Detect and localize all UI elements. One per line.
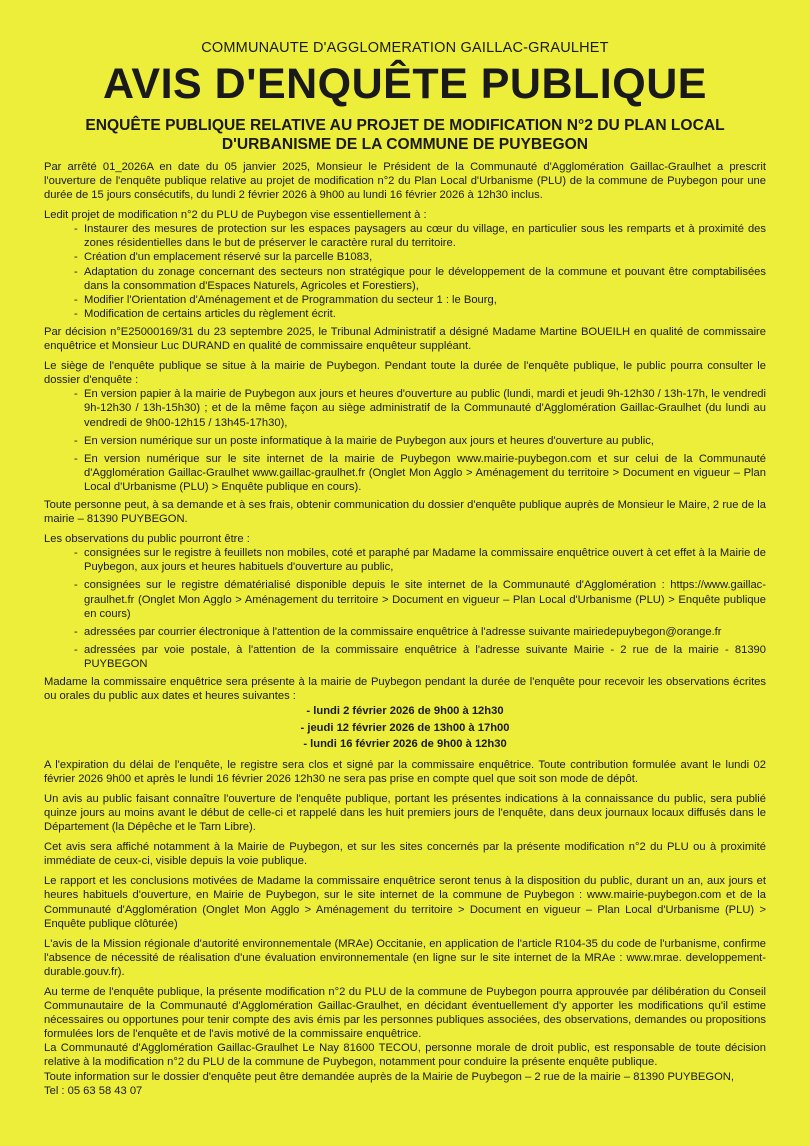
report-paragraph: Le rapport et les conclusions motivées de Madame la commissaire enquêtrice seront tenus à la disposition du public, durant un an, aux jours et heures habituels d'ouverture, en Mairie de Puybegon, sur le site internet de la commune de Puybegon : www.mairie-puybegon.com et de la Communauté d'Agglomération (Onglet Mon Agglo > Aménagement du territoire > Document en vigueur – Plan Local d'Urbanisme (PLU) > Enquête publique clôturée) (44, 875, 766, 930)
list-item: - En version numérique sur le site internet de la mairie de Puybegon www.mairie-puybegon.com et sur celui de la Communauté d'Agglomération Gaillac-Graulhet www.gaillac-graulhet.fr (Onglet Mon Agglo > Aménagement du territoire > Document en vigueur – Plan Local d'Urbanisme (PLU) > Enquête publique en cours). (84, 452, 766, 494)
permanence-dates (44, 703, 766, 753)
subtitle-line-2: D'URBANISME DE LA COMMUNE DE PUYBEGON (221, 135, 589, 153)
list-item: - Modifier l'Orientation d'Aménagement et de Programmation du secteur 1 : le Bourg, (84, 293, 766, 307)
consultation-list (44, 387, 766, 494)
list-item: - En version papier à la mairie de Puybegon aux jours et heures d'ouverture au public (lundi, mardi et jeudi 9h-12h30 / 13h-17h, le vendredi 9h-12h30 / 13h-15h30) ; et de la même façon au siège administratif de la Communauté d'Agglomération Gaillac-Graulhet (du lundi au vendredi de 9h00-12h15 / 13h45-17h30), (84, 387, 766, 429)
responsible-paragraph: La Communauté d'Agglomération Gaillac-Graulhet Le Nay 81600 TECOU, personne morale de droit public, est responsable de toute décision relative à la modification n°2 du PLU de la commune de Puybegon, notamment pour conduire la présente enquête publique. (44, 1042, 766, 1069)
dossier-lead: Le siège de l'enquête publique se situe à la mairie de Puybegon. Pendant toute la durée de l'enquête publique, le public pourra consulter le dossier d'enquête : (44, 360, 766, 387)
permanence-date: - lundi 2 février 2026 de 9h00 à 12h30 (306, 705, 504, 718)
notice-title: AVIS D'ENQUÊTE PUBLIQUE (103, 60, 707, 108)
objectives-list (44, 222, 766, 321)
telephone: Tel : 05 63 58 43 07 (44, 1084, 143, 1097)
mrae-paragraph: L'avis de la Mission régionale d'autorité environnementale (MRAe) Occitanie, en application de l'article R104-35 du code de l'urbanisme, confirme l'absence de nécessité de réalisation d'une évaluation environnementale (en ligne sur le site internet de la MRAe : www.mrae. developpement-durable.gouv.fr). (44, 937, 766, 978)
notice-subtitle (44, 117, 766, 154)
organisation-header: COMMUNAUTE D'AGGLOMERATION GAILLAC-GRAULHET (201, 40, 609, 56)
observations-lead: Les observations du public pourront être : (44, 533, 250, 546)
objectives-lead: Ledit projet de modification n°2 du PLU de Puybegon vise essentiellement à : (44, 209, 427, 222)
observations-list (44, 546, 766, 671)
list-item: - adressées par courrier électronique à l'attention de la commissaire enquêtrice à l'adresse suivante mairiedepuybegon@orange.fr (84, 625, 766, 639)
list-item: - consignées sur le registre à feuillets non mobiles, coté et paraphé par Madame la commissaire enquêtrice ouvert à cet effet à la Mairie de Puybegon, aux jours et heures habituels d'ouverture au public, (84, 546, 766, 574)
list-item: - En version numérique sur un poste informatique à la mairie de Puybegon aux jours et heures d'ouverture au public, (84, 434, 766, 448)
approval-paragraph: Au terme de l'enquête publique, la présente modification n°2 du PLU de la commune de Puybegon pourra approuvée par délibération du Conseil Communautaire de la Communauté d'Agglomération Gaillac-Graulhet, en décidant éventuellement d'y apporter les modifications qu'il estime nécessaires ou opportunes pour tenir compte des avis émis par les personnes publiques associées, des observations, demandes ou propositions formulées lors de l'enquête et de l'avis motivé de la commissaire enquêtrice. (44, 986, 766, 1041)
list-item: - Instaurer des mesures de protection sur les espaces paysagers au cœur du village, en particulier sous les remparts et à proximité des zones résidentielles dans le but de préserver le caractère rural du territoire. (84, 222, 766, 250)
list-item: - Adaptation du zonage concernant des secteurs non stratégique pour le développement de la commune et pouvant être comptabilisées dans la consommation d'Espaces Naturels, Agricoles et Forestiers), (84, 265, 766, 293)
list-item: - consignées sur le registre dématérialisé disponible depuis le site internet de la Communauté d'Agglomération : https://www.gaillac-graulhet.fr (Onglet Mon Agglo > Aménagement du territoire > Document en vigueur – Plan Local d'Urbanisme (PLU) > Enquête publique en cours) (84, 578, 766, 620)
list-item: - Création d'un emplacement réservé sur la parcelle B1083, (84, 250, 766, 264)
presence-paragraph: Madame la commissaire enquêtrice sera présente à la mairie de Puybegon pendant la durée de l'enquête pour recevoir les observations écrites ou orales du public aux dates et heures suivantes : (44, 676, 766, 703)
decision-paragraph: Par décision n°E25000169/31 du 23 septembre 2025, le Tribunal Administratif a désigné Madame Martine BOUEILH en qualité de commissaire enquêtrice et Monsieur Luc DURAND en qualité de commissaire enquêteur suppléant. (44, 325, 766, 353)
communication-paragraph: Toute personne peut, à sa demande et à ses frais, obtenir communication du dossier d'enquête publique auprès de Monsieur le Maire, 2 rue de la mairie – 81390 PUYBEGON. (44, 498, 766, 526)
intro-paragraph: Par arrêté 01_2026A en date du 05 janvier 2025, Monsieur le Président de la Communauté d'Agglomération Gaillac-Graulhet a prescrit l'ouverture de l'enquête publique relative au projet de modification n°2 du Plan Local d'Urbanisme (PLU) de la commune de Puybegon pour une durée de 15 jours consécutifs, du lundi 2 février 2026 à 9h00 au lundi 16 février 2026 à 12h30 inclus. (44, 160, 766, 202)
list-item: - Modification de certains articles du règlement écrit. (84, 307, 766, 321)
permanence-date: - jeudi 12 février 2026 de 13h00 à 17h00 (300, 721, 510, 734)
list-item: - adressées par voie postale, à l'attention de la commissaire enquêtrice à l'adresse suivante Mairie - 2 rue de la mairie - 81390 PUYBEGON (84, 643, 766, 671)
permanence-date: - lundi 16 février 2026 de 9h00 à 12h30 (303, 738, 507, 751)
subtitle-line-1: ENQUÊTE PUBLIQUE RELATIVE AU PROJET DE MODIFICATION N°2 DU PLAN LOCAL (85, 117, 725, 135)
notice-body (44, 160, 766, 1098)
display-paragraph: Cet avis sera affiché notamment à la Mairie de Puybegon, et sur les sites concernés par la présente modification n°2 du PLU ou à proximité immédiate de ceux-ci, visible depuis la voie publique. (44, 841, 766, 868)
press-paragraph: Un avis au public faisant connaître l'ouverture de l'enquête publique, portant les présentes indications à la connaissance du public, sera publié quinze jours au moins avant le début de celle-ci et rappelé dans les huit premiers jours de l'enquête, dans deux journaux locaux diffusés dans le Département (la Dépêche et le Tarn Libre). (44, 792, 766, 834)
expiration-paragraph: A l'expiration du délai de l'enquête, le registre sera clos et signé par la commissaire enquêtrice. Toute contribution formulée avant le lundi 02 février 2026 9h00 et après le lundi 16 février 2026 12h30 ne sera pas prise en compte quel que soit son mode de dépôt. (44, 758, 766, 785)
contact-paragraph: Toute information sur le dossier d'enquête peut être demandée auprès de la Mairie de Puybegon – 2 rue de la mairie – 81390 PUYBEGON, (44, 1070, 734, 1083)
